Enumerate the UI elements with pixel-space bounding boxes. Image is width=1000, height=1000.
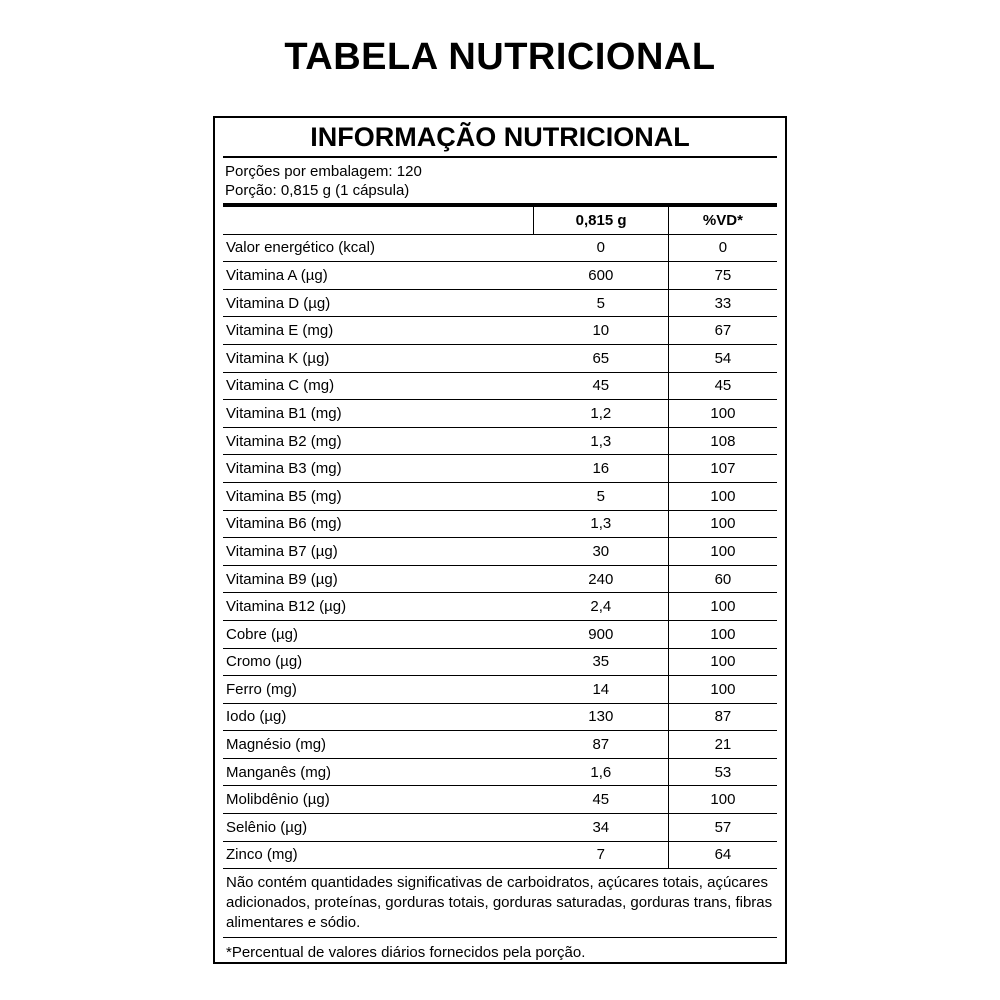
nutrient-dv: 45 [668,372,777,400]
nutrient-amount: 30 [534,538,669,566]
nutrient-dv: 100 [668,676,777,704]
nutrient-name: Manganês (mg) [223,758,534,786]
table-row [223,758,777,786]
table-row [223,703,777,731]
nutrient-name: Cromo (µg) [223,648,534,676]
footnote: *Percentual de valores diários fornecidos pela porção. [226,944,586,962]
table-row [223,510,777,538]
nutrient-name: Vitamina K (µg) [223,344,534,372]
nutrient-name: Molibdênio (µg) [223,786,534,814]
table-row [223,786,777,814]
nutrient-name: Selênio (µg) [223,814,534,842]
table-header-row [223,207,777,234]
nutrient-dv: 67 [668,317,777,345]
portion-info [223,158,777,203]
nutrient-name: Iodo (µg) [223,703,534,731]
page-title: TABELA NUTRICIONAL [284,36,716,78]
table-row [223,620,777,648]
table-row [223,482,777,510]
nutrient-name: Ferro (mg) [223,676,534,704]
nutrient-name: Cobre (µg) [223,620,534,648]
nutrient-dv: 54 [668,344,777,372]
nutrient-name: Vitamina A (µg) [223,262,534,290]
nutrient-dv: 64 [668,841,777,869]
nutrition-note: Não contém quantidades significativas de carboidratos, açúcares totais, açúcares adicionados, proteínas, gorduras totais, gorduras saturadas, gorduras trans, fibras alimentares e sódio. [223,869,777,938]
nutrient-name: Zinco (mg) [223,841,534,869]
nutrient-dv: 57 [668,814,777,842]
table-row [223,593,777,621]
nutrient-amount: 130 [534,703,669,731]
label-heading: INFORMAÇÃO NUTRICIONAL [223,118,777,158]
table-row [223,317,777,345]
nutrient-name: Vitamina D (µg) [223,289,534,317]
table-row [223,648,777,676]
serving-size: Porção: 0,815 g (1 cápsula) [225,182,410,199]
nutrient-name: Vitamina B7 (µg) [223,538,534,566]
nutrient-dv: 60 [668,565,777,593]
nutrient-dv: 21 [668,731,777,759]
nutrition-table [223,207,777,869]
nutrient-amount: 45 [534,372,669,400]
nutrient-name: Vitamina C (mg) [223,372,534,400]
nutrient-dv: 108 [668,427,777,455]
nutrient-dv: 100 [668,400,777,428]
nutrient-amount: 1,2 [534,400,669,428]
nutrient-amount: 240 [534,565,669,593]
nutrient-dv: 75 [668,262,777,290]
column-header-amount: 0,815 g [534,207,669,234]
nutrient-name: Vitamina E (mg) [223,317,534,345]
nutrient-amount: 1,3 [534,427,669,455]
nutrient-amount: 0 [534,234,669,262]
nutrient-amount: 1,3 [534,510,669,538]
nutrient-amount: 35 [534,648,669,676]
column-header-dv: %VD* [668,207,777,234]
nutrient-name: Vitamina B9 (µg) [223,565,534,593]
nutrient-dv: 53 [668,758,777,786]
nutrient-dv: 100 [668,538,777,566]
table-row [223,565,777,593]
nutrient-dv: 100 [668,510,777,538]
nutrient-name: Vitamina B12 (µg) [223,593,534,621]
nutrient-dv: 107 [668,455,777,483]
nutrient-amount: 2,4 [534,593,669,621]
table-row [223,344,777,372]
table-row [223,814,777,842]
nutrient-dv: 100 [668,620,777,648]
nutrient-name: Vitamina B1 (mg) [223,400,534,428]
nutrient-dv: 100 [668,648,777,676]
nutrient-amount: 14 [534,676,669,704]
nutrient-name: Vitamina B6 (mg) [223,510,534,538]
nutrient-name: Vitamina B3 (mg) [223,455,534,483]
nutrient-dv: 100 [668,593,777,621]
table-row [223,262,777,290]
nutrient-amount: 45 [534,786,669,814]
nutrient-name: Vitamina B2 (mg) [223,427,534,455]
nutrition-label [213,116,787,964]
table-row [223,731,777,759]
nutrient-amount: 34 [534,814,669,842]
nutrient-amount: 65 [534,344,669,372]
nutrient-amount: 5 [534,289,669,317]
nutrient-name: Valor energético (kcal) [223,234,534,262]
nutrient-amount: 16 [534,455,669,483]
table-row [223,289,777,317]
nutrient-amount: 900 [534,620,669,648]
nutrient-amount: 5 [534,482,669,510]
nutrient-name: Vitamina B5 (mg) [223,482,534,510]
nutrient-dv: 100 [668,482,777,510]
column-header-nutrient [223,207,534,234]
nutrient-amount: 600 [534,262,669,290]
table-row [223,841,777,869]
table-row [223,455,777,483]
nutrient-dv: 33 [668,289,777,317]
table-row [223,538,777,566]
nutrient-dv: 87 [668,703,777,731]
table-row [223,427,777,455]
nutrient-amount: 10 [534,317,669,345]
nutrient-name: Magnésio (mg) [223,731,534,759]
table-row [223,234,777,262]
nutrient-amount: 87 [534,731,669,759]
servings-per-package: Porções por embalagem: 120 [225,163,422,180]
table-row [223,676,777,704]
table-row [223,372,777,400]
nutrient-dv: 100 [668,786,777,814]
nutrient-amount: 7 [534,841,669,869]
nutrient-dv: 0 [668,234,777,262]
nutrient-amount: 1,6 [534,758,669,786]
table-row [223,400,777,428]
